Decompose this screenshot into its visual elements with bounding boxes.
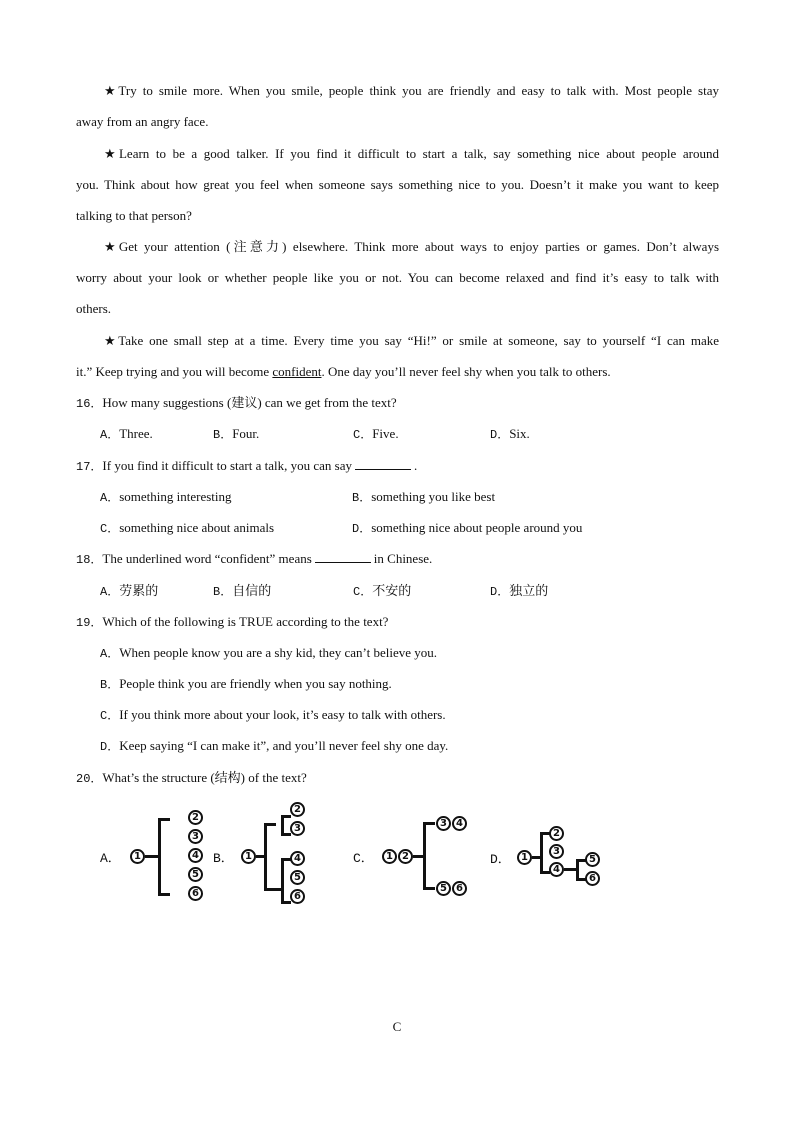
option-label: C． <box>353 585 373 599</box>
circled-number-5: 5 <box>436 881 451 896</box>
q20-option-a-diagram[interactable] <box>100 805 210 910</box>
q19-option-c[interactable] <box>100 706 446 725</box>
q20-option-d-diagram[interactable] <box>490 822 620 892</box>
bracket-line <box>281 815 291 818</box>
circled-number-1: 1 <box>241 849 256 864</box>
question-18 <box>76 550 432 569</box>
passage-p2-line2: you. Think about how great you feel when someone says something nice to you. Doesn’t it make you want to keep <box>76 177 719 192</box>
underlined-word-confident: confident <box>272 364 322 379</box>
bracket-line <box>281 901 291 904</box>
bracket-line <box>264 823 267 891</box>
q19-option-b[interactable] <box>100 675 392 694</box>
question-number: 16． <box>76 397 103 411</box>
q18-option-c[interactable] <box>353 582 411 601</box>
passage-p3-line1: ★Get your attention (注意力) elsewhere. Think more about ways to enjoy parties or games. Don’t always <box>104 239 719 254</box>
circled-number-5: 5 <box>290 870 305 885</box>
q17-option-b[interactable] <box>352 488 495 507</box>
circled-number-2: 2 <box>549 826 564 841</box>
passage-p1-line1: ★Try to smile more. When you smile, people think you are friendly and easy to talk with. Most people stay <box>104 83 719 98</box>
option-text: something you like best <box>371 489 496 504</box>
option-text: When people know you are a shy kid, they can’t believe you. <box>119 645 438 660</box>
passage-p2-line1: ★Learn to be a good talker. If you find it difficult to start a talk, say something nice about people around <box>104 146 719 161</box>
question-16 <box>76 394 397 413</box>
circled-number-2: 2 <box>188 810 203 825</box>
option-label: D． <box>490 852 511 867</box>
option-text: 劳累的 <box>119 583 159 598</box>
question-text: How many suggestions (建议) can we get from the text? <box>102 395 397 410</box>
circled-number-3: 3 <box>290 821 305 836</box>
passage-p2-line3: talking to that person? <box>76 208 192 223</box>
question-text: What’s the structure (结构) of the text? <box>102 770 307 785</box>
q16-option-b[interactable] <box>213 425 259 444</box>
bracket-line <box>281 815 284 835</box>
option-text: If you think more about your look, it’s easy to talk with others. <box>119 707 446 722</box>
option-label: D． <box>490 585 510 599</box>
passage-p4-line2 <box>76 363 719 381</box>
q16-option-d[interactable] <box>490 425 530 444</box>
option-label: C． <box>353 851 374 866</box>
circled-number-6: 6 <box>290 889 305 904</box>
q18-option-a[interactable] <box>100 582 158 601</box>
passage-p4-line1: ★Take one small step at a time. Every time you say “Hi!” or smile at someone, say to yourself “I can make <box>104 333 719 348</box>
option-text: something nice about animals <box>119 520 275 535</box>
option-label: A． <box>100 851 121 866</box>
option-text: Keep saying “I can make it”, and you’ll never feel shy one day. <box>119 738 449 753</box>
q20-option-b-diagram[interactable] <box>213 800 323 912</box>
q19-option-d[interactable] <box>100 737 448 756</box>
option-label: D． <box>352 522 372 536</box>
question-number: 17． <box>76 460 103 474</box>
question-number: 18． <box>76 553 103 567</box>
circled-number-1: 1 <box>517 850 532 865</box>
bracket-line <box>158 818 170 821</box>
option-text: 不安的 <box>372 583 412 598</box>
option-text: 自信的 <box>232 583 272 598</box>
q16-option-c[interactable] <box>353 425 399 444</box>
q17-option-a[interactable] <box>100 488 232 507</box>
circled-number-3: 3 <box>549 844 564 859</box>
question-20 <box>76 769 307 788</box>
passage-p4-line2-post: . One day you’ll never feel shy when you talk to others. <box>321 364 611 379</box>
q20-option-c-diagram[interactable] <box>353 810 473 905</box>
bracket-line <box>264 823 276 826</box>
option-label: A． <box>100 491 120 505</box>
option-label: B． <box>213 851 234 866</box>
question-text-pre: The underlined word “confident” means <box>102 551 312 566</box>
option-text: 独立的 <box>509 583 549 598</box>
bracket-line <box>158 818 161 896</box>
circled-number-2: 2 <box>398 849 413 864</box>
passage-p1-line2: away from an angry face. <box>76 114 209 129</box>
option-text: Three. <box>119 426 153 441</box>
question-text-pre: If you find it difficult to start a talk, you can say <box>102 458 352 473</box>
question-text-post: . <box>414 458 418 473</box>
q17-option-d[interactable] <box>352 519 582 538</box>
q16-option-a[interactable] <box>100 425 153 444</box>
q19-option-a[interactable] <box>100 644 437 663</box>
bracket-line <box>158 893 170 896</box>
option-text: Six. <box>509 426 530 441</box>
option-text: People think you are friendly when you say nothing. <box>119 676 392 691</box>
option-text: something interesting <box>119 489 232 504</box>
question-17 <box>76 457 417 476</box>
option-label: A． <box>100 428 120 442</box>
option-label: D． <box>100 740 120 754</box>
question-text-post: in Chinese. <box>373 551 433 566</box>
answer-blank <box>315 550 371 563</box>
question-number: 20． <box>76 772 103 786</box>
bracket-line <box>423 887 435 890</box>
option-label: D． <box>490 428 510 442</box>
circled-number-1: 1 <box>382 849 397 864</box>
circled-number-6: 6 <box>585 871 600 886</box>
circled-number-2: 2 <box>290 802 305 817</box>
circled-number-1: 1 <box>130 849 145 864</box>
question-number: 19． <box>76 616 103 630</box>
circled-number-5: 5 <box>188 867 203 882</box>
circled-number-4: 4 <box>452 816 467 831</box>
bracket-line <box>540 832 543 874</box>
circled-number-6: 6 <box>452 881 467 896</box>
circled-number-3: 3 <box>188 829 203 844</box>
circled-number-4: 4 <box>188 848 203 863</box>
circled-number-5: 5 <box>585 852 600 867</box>
question-19 <box>76 613 388 632</box>
circled-number-6: 6 <box>188 886 203 901</box>
option-label: C． <box>353 428 373 442</box>
option-label: C． <box>100 522 120 536</box>
q18-option-d[interactable] <box>490 582 548 601</box>
circled-number-4: 4 <box>290 851 305 866</box>
q17-option-c[interactable] <box>100 519 274 538</box>
option-label: B． <box>213 428 233 442</box>
bracket-line <box>281 833 291 836</box>
option-label: A． <box>100 647 120 661</box>
option-label: B． <box>352 491 372 505</box>
passage-p3-line2: worry about your look or whether people like you or not. You can become relaxed and find it’s easy to talk with <box>76 270 719 285</box>
bracket-line <box>423 822 426 890</box>
page-footer-letter: C <box>392 1019 402 1034</box>
option-text: Five. <box>372 426 399 441</box>
q18-option-b[interactable] <box>213 582 271 601</box>
option-text: something nice about people around you <box>371 520 583 535</box>
answer-blank <box>355 457 411 470</box>
circled-number-3: 3 <box>436 816 451 831</box>
option-label: B． <box>213 585 233 599</box>
passage-p3-line3: others. <box>76 301 112 316</box>
option-text: Four. <box>232 426 260 441</box>
passage-p4-line2-pre: it.” Keep trying and you will become <box>76 364 273 379</box>
option-label: A． <box>100 585 120 599</box>
bracket-line <box>281 858 284 904</box>
option-label: C． <box>100 709 120 723</box>
question-text: Which of the following is TRUE according to the text? <box>102 614 389 629</box>
option-label: B． <box>100 678 120 692</box>
circled-number-4: 4 <box>549 862 564 877</box>
bracket-line <box>423 822 435 825</box>
